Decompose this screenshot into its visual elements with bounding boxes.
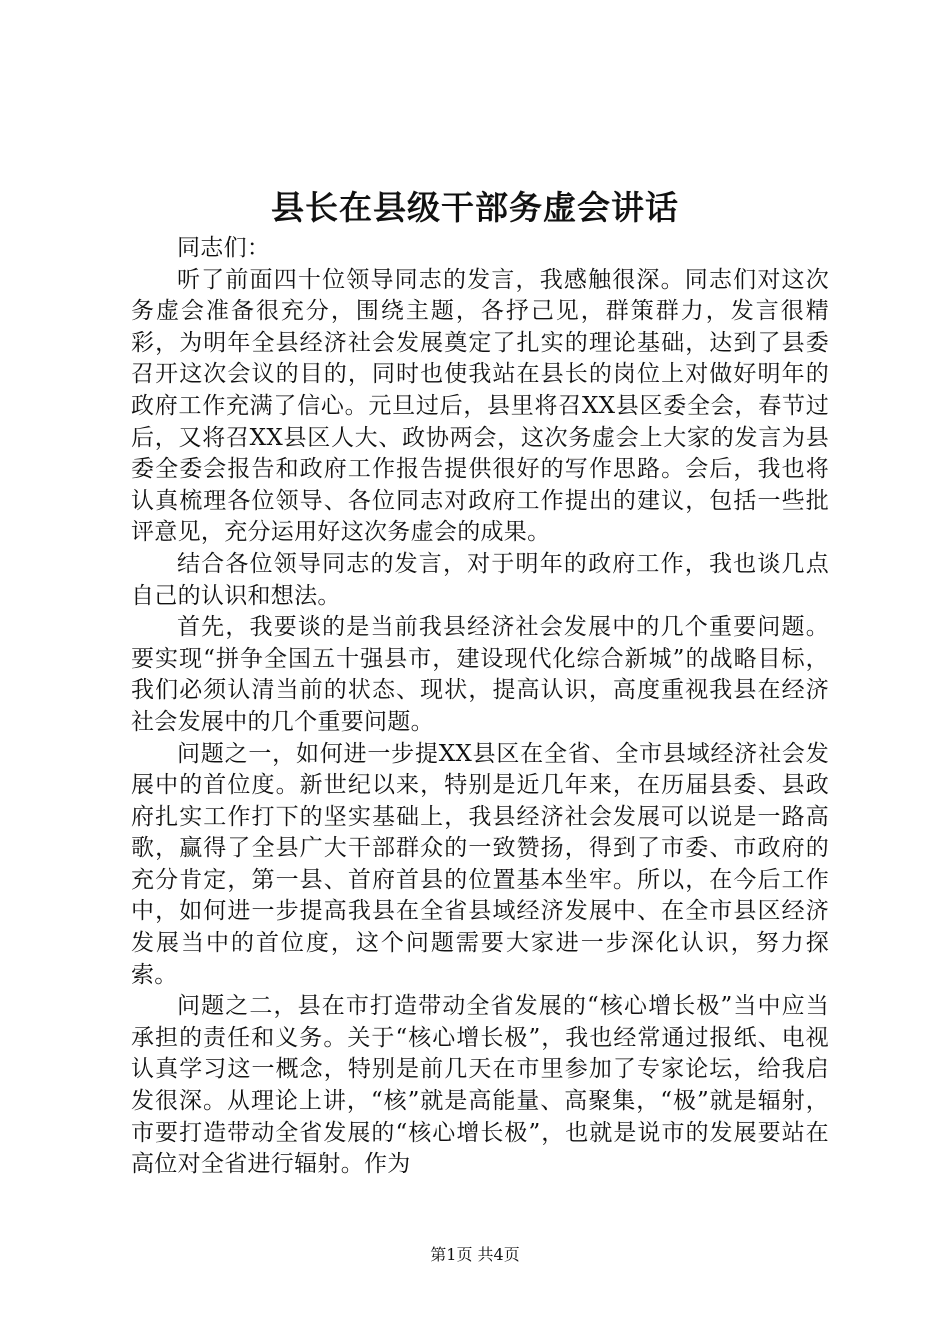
document-title: 县长在县级干部务虚会讲话	[271, 188, 679, 227]
paragraph: 问题之二，县在市打造带动全省发展的“核心增长极”当中应当承担的责任和义务。关于“核心增长极”，我也经常通过报纸、电视认真学习这一概念，特别是前几天在市里参加了专家论坛，给我启发很深。从理论上讲，“核”就是高能量、高聚集，“极”就是辐射，市要打造带动全省发展的“核心增长极”，也就是说市的发展要站在高位对全省进行辐射。作为	[131, 993, 829, 1178]
paragraph: 听了前面四十位领导同志的发言，我感触很深。同志们对这次务虚会准备很充分，围绕主题，各抒己见，群策群力，发言很精彩，为明年全县经济社会发展奠定了扎实的理论基础，达到了县委召开这次会议的目的，同时也使我站在县长的岗位上对做好明年的政府工作充满了信心。元旦过后，县里将召XX县区委全会，春节过后，又将召XX县区人大、政协两会，这次务虚会上大家的发言为县委全委会报告和政府工作报告提供很好的写作思路。会后，我也将认真梳理各位领导、各位同志对政府工作提出的建议，包括一些批评意见，充分运用好这次务虚会的成果。	[131, 266, 829, 546]
page-footer: 第1页 共4页	[430, 1245, 520, 1264]
paragraph: 结合各位领导同志的发言，对于明年的政府工作，我也谈几点自己的认识和想法。	[131, 550, 829, 609]
paragraph: 问题之一，如何进一步提XX县区在全省、全市县域经济社会发展中的首位度。新世纪以来，特别是近几年来，在历届县委、县政府扎实工作打下的坚实基础上，我县经济社会发展可以说是一路高歌，赢得了全县广大干部群众的一致赞扬，得到了市委、市政府的充分肯定，第一县、首府首县的位置基本坐牢。所以，在今后工作中，如何进一步提高我县在全省县域经济发展中、在全市县区经济发展当中的首位度，这个问题需要大家进一步深化认识，努力探索。	[131, 740, 829, 988]
document-body	[131, 233, 829, 1181]
paragraph: 首先，我要谈的是当前我县经济社会发展中的几个重要问题。要实现“拼争全国五十强县市，建设现代化综合新城”的战略目标，我们必须认清当前的状态、现状，提高认识，高度重视我县在经济社会发展中的几个重要问题。	[131, 614, 829, 735]
paragraph-salutation: 同志们：	[177, 235, 271, 261]
